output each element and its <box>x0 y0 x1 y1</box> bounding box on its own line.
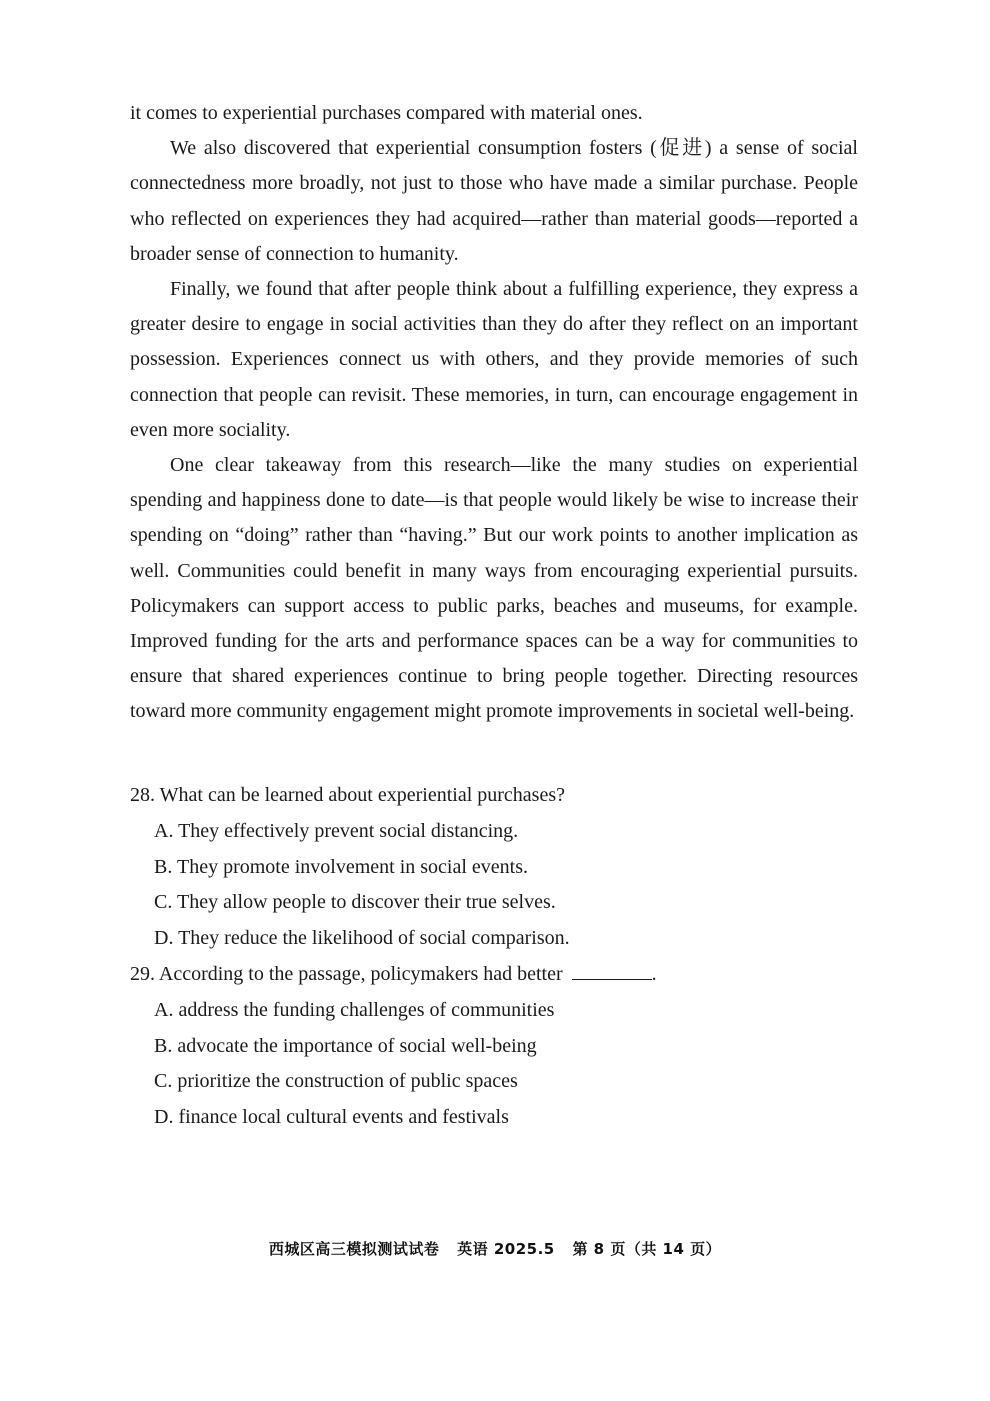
question-stem-end: . <box>651 962 657 985</box>
question-stem: 29. According to the passage, policymakers had better <box>130 962 563 985</box>
option-b: B. They promote involvement in social events. <box>154 855 529 878</box>
question-29 <box>130 957 858 1136</box>
passage-paragraph: it comes to experiential purchases compared with material ones. <box>130 102 643 124</box>
question-stem-line <box>130 957 858 993</box>
passage-paragraph: Finally, we found that after people think about a fulfilling experience, they express a greater desire to engage in social activities than they do after they reflect on an important possession. Experiences connect us with others, and they provide memories of such connection that people can revisit. These memories, in turn, can encourage engagement in even more sociality. <box>130 278 858 441</box>
reading-passage <box>130 96 858 730</box>
question-28 <box>130 778 858 957</box>
question-list <box>130 778 858 1136</box>
question-stem: 28. What can be learned about experiential purchases? <box>130 784 565 806</box>
exam-title: 西城区高三模拟测试试卷 <box>268 1240 440 1258</box>
option-d: D. They reduce the likelihood of social comparison. <box>154 927 570 950</box>
answer-blank <box>572 961 652 980</box>
option-a: A. They effectively prevent social distancing. <box>154 819 519 842</box>
passage-paragraph: We also discovered that experiential consumption fosters (促进) a sense of social connectedness more broadly, not just to those who have made a similar purchase. People who reflected on experiences they had acquired—rather than material goods—reported a broader sense of connection to humanity. <box>130 137 858 265</box>
page-footer <box>0 1238 990 1259</box>
option-c: C. prioritize the construction of public spaces <box>154 1070 518 1093</box>
option-c: C. They allow people to discover their true selves. <box>154 891 556 914</box>
option-d: D. finance local cultural events and festivals <box>154 1106 509 1129</box>
option-a: A. address the funding challenges of communities <box>154 998 555 1021</box>
page-number: 第 8 页（共 14 页） <box>572 1240 722 1258</box>
passage-paragraph: One clear takeaway from this research—like the many studies on experiential spending and happiness done to date—is that people would likely be wise to increase their spending on “doing” rather than “having.” But our work points to another implication as well. Communities could benefit in many ways from encouraging experiential pursuits. Policymakers can support access to public parks, beaches and museums, for example. Improved funding for the arts and performance spaces can be a way for communities to ensure that shared experiences continue to bring people together. Directing resources toward more community engagement might promote improvements in societal well-being. <box>130 454 858 723</box>
option-b: B. advocate the importance of social well-being <box>154 1034 537 1057</box>
subject-label: 英语 2025.5 <box>457 1240 555 1258</box>
